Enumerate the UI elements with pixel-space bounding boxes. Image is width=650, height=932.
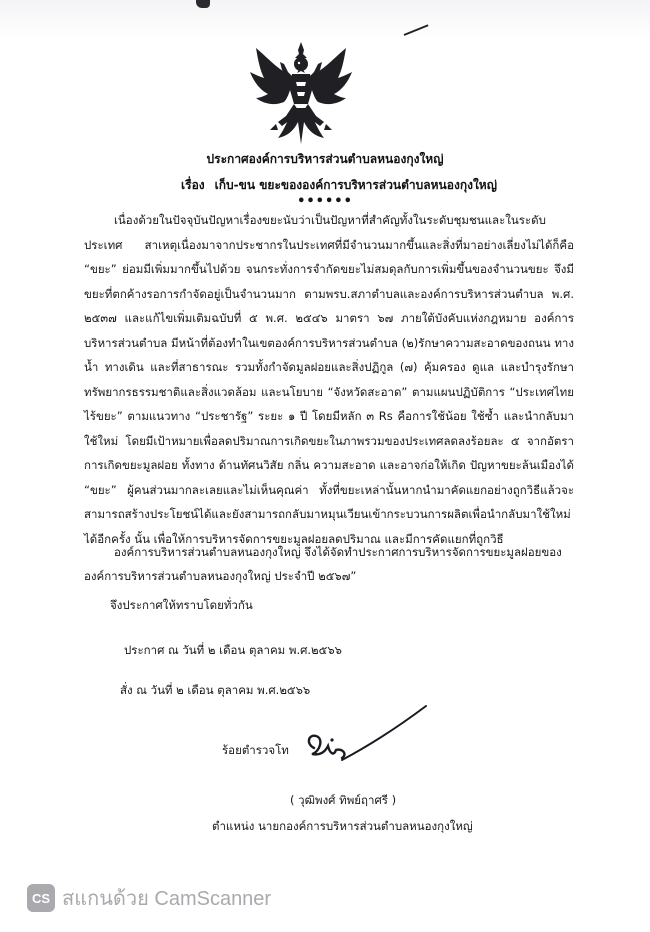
logo-text: CS: [31, 891, 51, 906]
signature-mark: [302, 700, 442, 780]
signer-position: ตำแหน่ง นายกองค์การบริหารส่วนตำบลหนองกุงใหญ่: [212, 819, 473, 833]
announced-date: ประกาศ ณ วันที่ ๒ เดือน ตุลาคม พ.ศ.๒๕๖๖: [124, 643, 342, 657]
camscanner-logo-icon: [26, 883, 56, 913]
separator-dots: ••••••: [297, 194, 353, 209]
ordered-date: สั่ง ณ วันที่ ๒ เดือน ตุลาคม พ.ศ.๒๕๖๖: [120, 683, 311, 697]
announcement-line: จึงประกาศให้ทราบโดยทั่วกัน: [110, 598, 253, 612]
body-paragraph-1: เนื่องด้วยในปัจจุบันปัญหาเรื่องขยะนับว่าเป็นปัญหาที่สำคัญทั้งในระดับชุมชนและในระดับประเทศ สาเหตุเนื่องมาจากประชากรในประเทศที่มีจำนวนมากขึ้นและสิ่งที่มาอย่างเลี่ยงไม่ได้ก็คือ “ขยะ” ย่อมมีเพิ่มมากขึ้นไปด้วย จนกระทั่งการจำกัดขยะไม่สมดุลกับการเพิ่มขึ้นของจำนวนขยะ จึงมีขยะที่ตกค้างรอการกำจัดอยู่เป็นจำนวนมาก ตามพรบ.สภาตำบลและองค์การบริหารส่วนตำบล พ.ศ. ๒๕๓๗ และแก้ไขเพิ่มเติมฉบับที่ ๕ พ.ศ. ๒๕๔๖ มาตรา ๖๗ ภายใต้บังคับแห่งกฎหมาย องค์การบริหารส่วนตำบล มีหน้าที่ต้องทำในเขตองค์การบริหารส่วนตำบล (๒)รักษาความสะอาดของถนน ทางน้ำ ทางเดิน และที่สาธารณะ รวมทั้งกำจัดมูลฝอยและสิ่งปฏิกูล (๗) คุ้มครอง ดูแล และบำรุงรักษาทรัพยากรธรรมชาติและสิ่งแวดล้อม และนโยบาย “จังหวัดสะอาด” ตามแผนปฏิบัติการ “ประเทศไทยไร้ขยะ” ตามแนวทาง “ประชารัฐ” ระยะ ๑ ปี โดยมีหลัก ๓ Rs คือการใช้น้อย ใช้ซ้ำ และนำกลับมาใช้ใหม่ โดยมีเป้าหมายเพื่อลดปริมาณการเกิดขยะในภาพรวมของประเทศลดลงร้อยละ ๕ จากอัตราการเกิดขยะมูลฝอย ทั้งทาง ด้านทัศนวิสัย กลิ่น ความสะอาด และอาจก่อให้เกิด ปัญหาขยะล้นเมืองได้ “ขยะ” ผู้คนส่วนมากละเลยและไม่เห็นคุณค่า ทั้งที่ขยะเหล่านั้นหากนำมาคัดแยกอย่างถูกวิธีแล้วจะสามารถสร้างประโยชน์ได้และยังสามารถกลับมาหมุนเวียนเข้ากระบวนการผลิตเพื่อนำกลับมาใช้ใหม่ได้อีกครั้ง นั้น เพื่อให้การบริหารจัดการขยะมูลฝอยลดปริมาณ และมีการคัดแยกที่ถูกวิธี: [84, 213, 574, 546]
subject-label: เรื่อง: [181, 178, 205, 192]
signer-rank: ร้อยตำรวจโท: [222, 743, 289, 757]
camscanner-watermark: [26, 882, 271, 914]
garuda-emblem-icon: [248, 40, 354, 148]
subject-text: เก็บ-ขน ขยะขององค์การบริหารส่วนตำบลหนองกุงใหญ่: [214, 178, 497, 192]
document-subject: [14, 176, 650, 195]
watermark-text: สแกนด้วย CamScanner: [62, 888, 272, 910]
document-title: ประกาศองค์การบริหารส่วนตำบลหนองกุงใหญ่: [206, 152, 444, 166]
signer-name: ( วุฒิพงศ์ ทิพย์ฤาศรี ): [290, 793, 397, 807]
body-paragraph-2: องค์การบริหารส่วนตำบลหนองกุงใหญ่ จึงได้จัดทำประกาศการบริหารจัดการขยะมูลฝอยขององค์การบริหารส่วนตำบลหนองกุงใหญ่ ประจำปี ๒๕๖๗”: [84, 545, 562, 583]
scan-shadow: [0, 0, 650, 40]
scan-mark: [196, 0, 210, 8]
